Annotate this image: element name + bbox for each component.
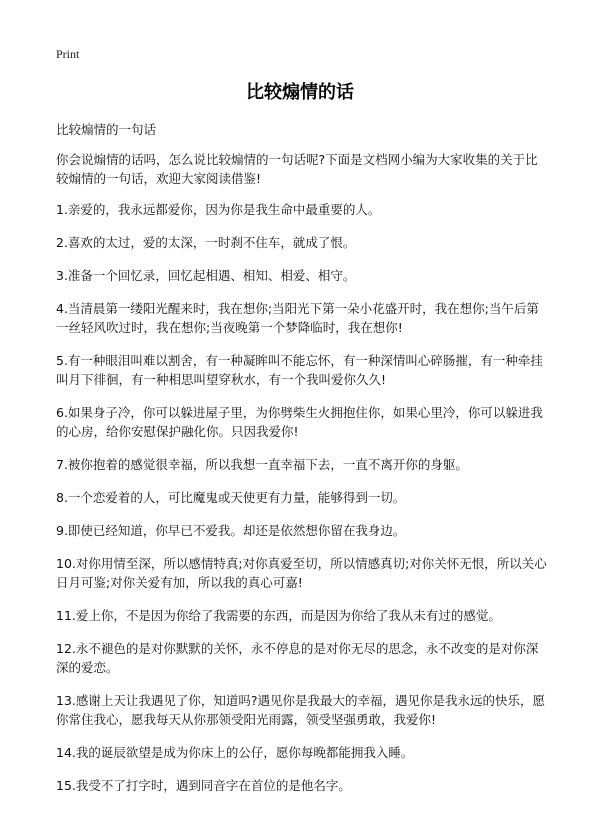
quote-item: 15.我受不了打字时，遇到同音字在首位的是他名字。 — [56, 778, 351, 793]
quote-item: 9.即使已经知道，你早已不爱我。却还是依然想你留在我身边。 — [56, 523, 406, 538]
quote-item: 10.对你用情至深，所以感情特真;对你真爱至切，所以情感真切;对你关怀无恨，所以关心日月可鉴;对你关爱有加，所以我的真心可嘉! — [56, 556, 547, 590]
quote-item: 5.有一种眼泪叫难以割舍，有一种凝眸叫不能忘怀，有一种深情叫心碎肠摧，有一种牵挂叫月下徘徊，有一种相思叫望穿秋水，有一个我叫爱你久久! — [56, 353, 543, 387]
quote-item: 1.亲爱的，我永远都爱你，因为你是我生命中最重要的人。 — [56, 202, 381, 217]
quote-item: 2.喜欢的太过，爱的太深，一时刹不住车，就成了恨。 — [56, 235, 356, 250]
quote-item: 11.爱上你，不是因为你给了我需要的东西，而是因为你给了我从未有过的感觉。 — [56, 608, 501, 623]
quote-item: 12.永不褪色的是对你默默的关怀，永不停息的是对你无尽的思念，永不改变的是对你深深的爱恋。 — [56, 641, 539, 675]
quote-item: 3.准备一个回忆录，回忆起相遇、相知、相爱、相守。 — [56, 268, 356, 283]
quote-item: 8.一个恋爱着的人，可比魔鬼或天使更有力量，能够得到一切。 — [56, 490, 406, 505]
quote-item: 4.当清晨第一缕阳光醒来时，我在想你;当阳光下第一朵小花盛开时，我在想你;当午后第一丝轻风吹过时，我在想你;当夜晚第一个梦降临时，我在想你! — [56, 301, 539, 335]
document-title: 比较煽情的话 — [246, 82, 354, 103]
intro-paragraph: 你会说煽情的话吗，怎么说比较煽情的一句话呢?下面是文档网小编为大家收集的关于比较煽情的一句话，欢迎大家阅读借鉴! — [56, 152, 538, 186]
quote-item: 6.如果身子冷，你可以躲进屋子里，为你劈柴生火拥抱住你，如果心里冷，你可以躲进我的心房，给你安慰保护融化你。只因我爱你! — [56, 405, 543, 439]
quote-item: 14.我的诞辰欲望是成为你床上的公仔，愿你每晚都能拥我入睡。 — [56, 745, 414, 760]
quote-item: 13.感谢上天让我遇见了你，知道吗?遇见你是我最大的幸福，遇见你是我永远的快乐，愿你常住我心，愿我每天从你那领受阳光雨露，领受坚强勇敢，我爱你! — [56, 693, 546, 727]
document-subtitle: 比较煽情的一句话 — [56, 122, 157, 137]
quote-list — [56, 200, 548, 809]
print-link[interactable]: Print — [56, 47, 80, 61]
quote-item: 7.被你抱着的感觉很幸福，所以我想一直幸福下去，一直不离开你的身躯。 — [56, 457, 468, 472]
